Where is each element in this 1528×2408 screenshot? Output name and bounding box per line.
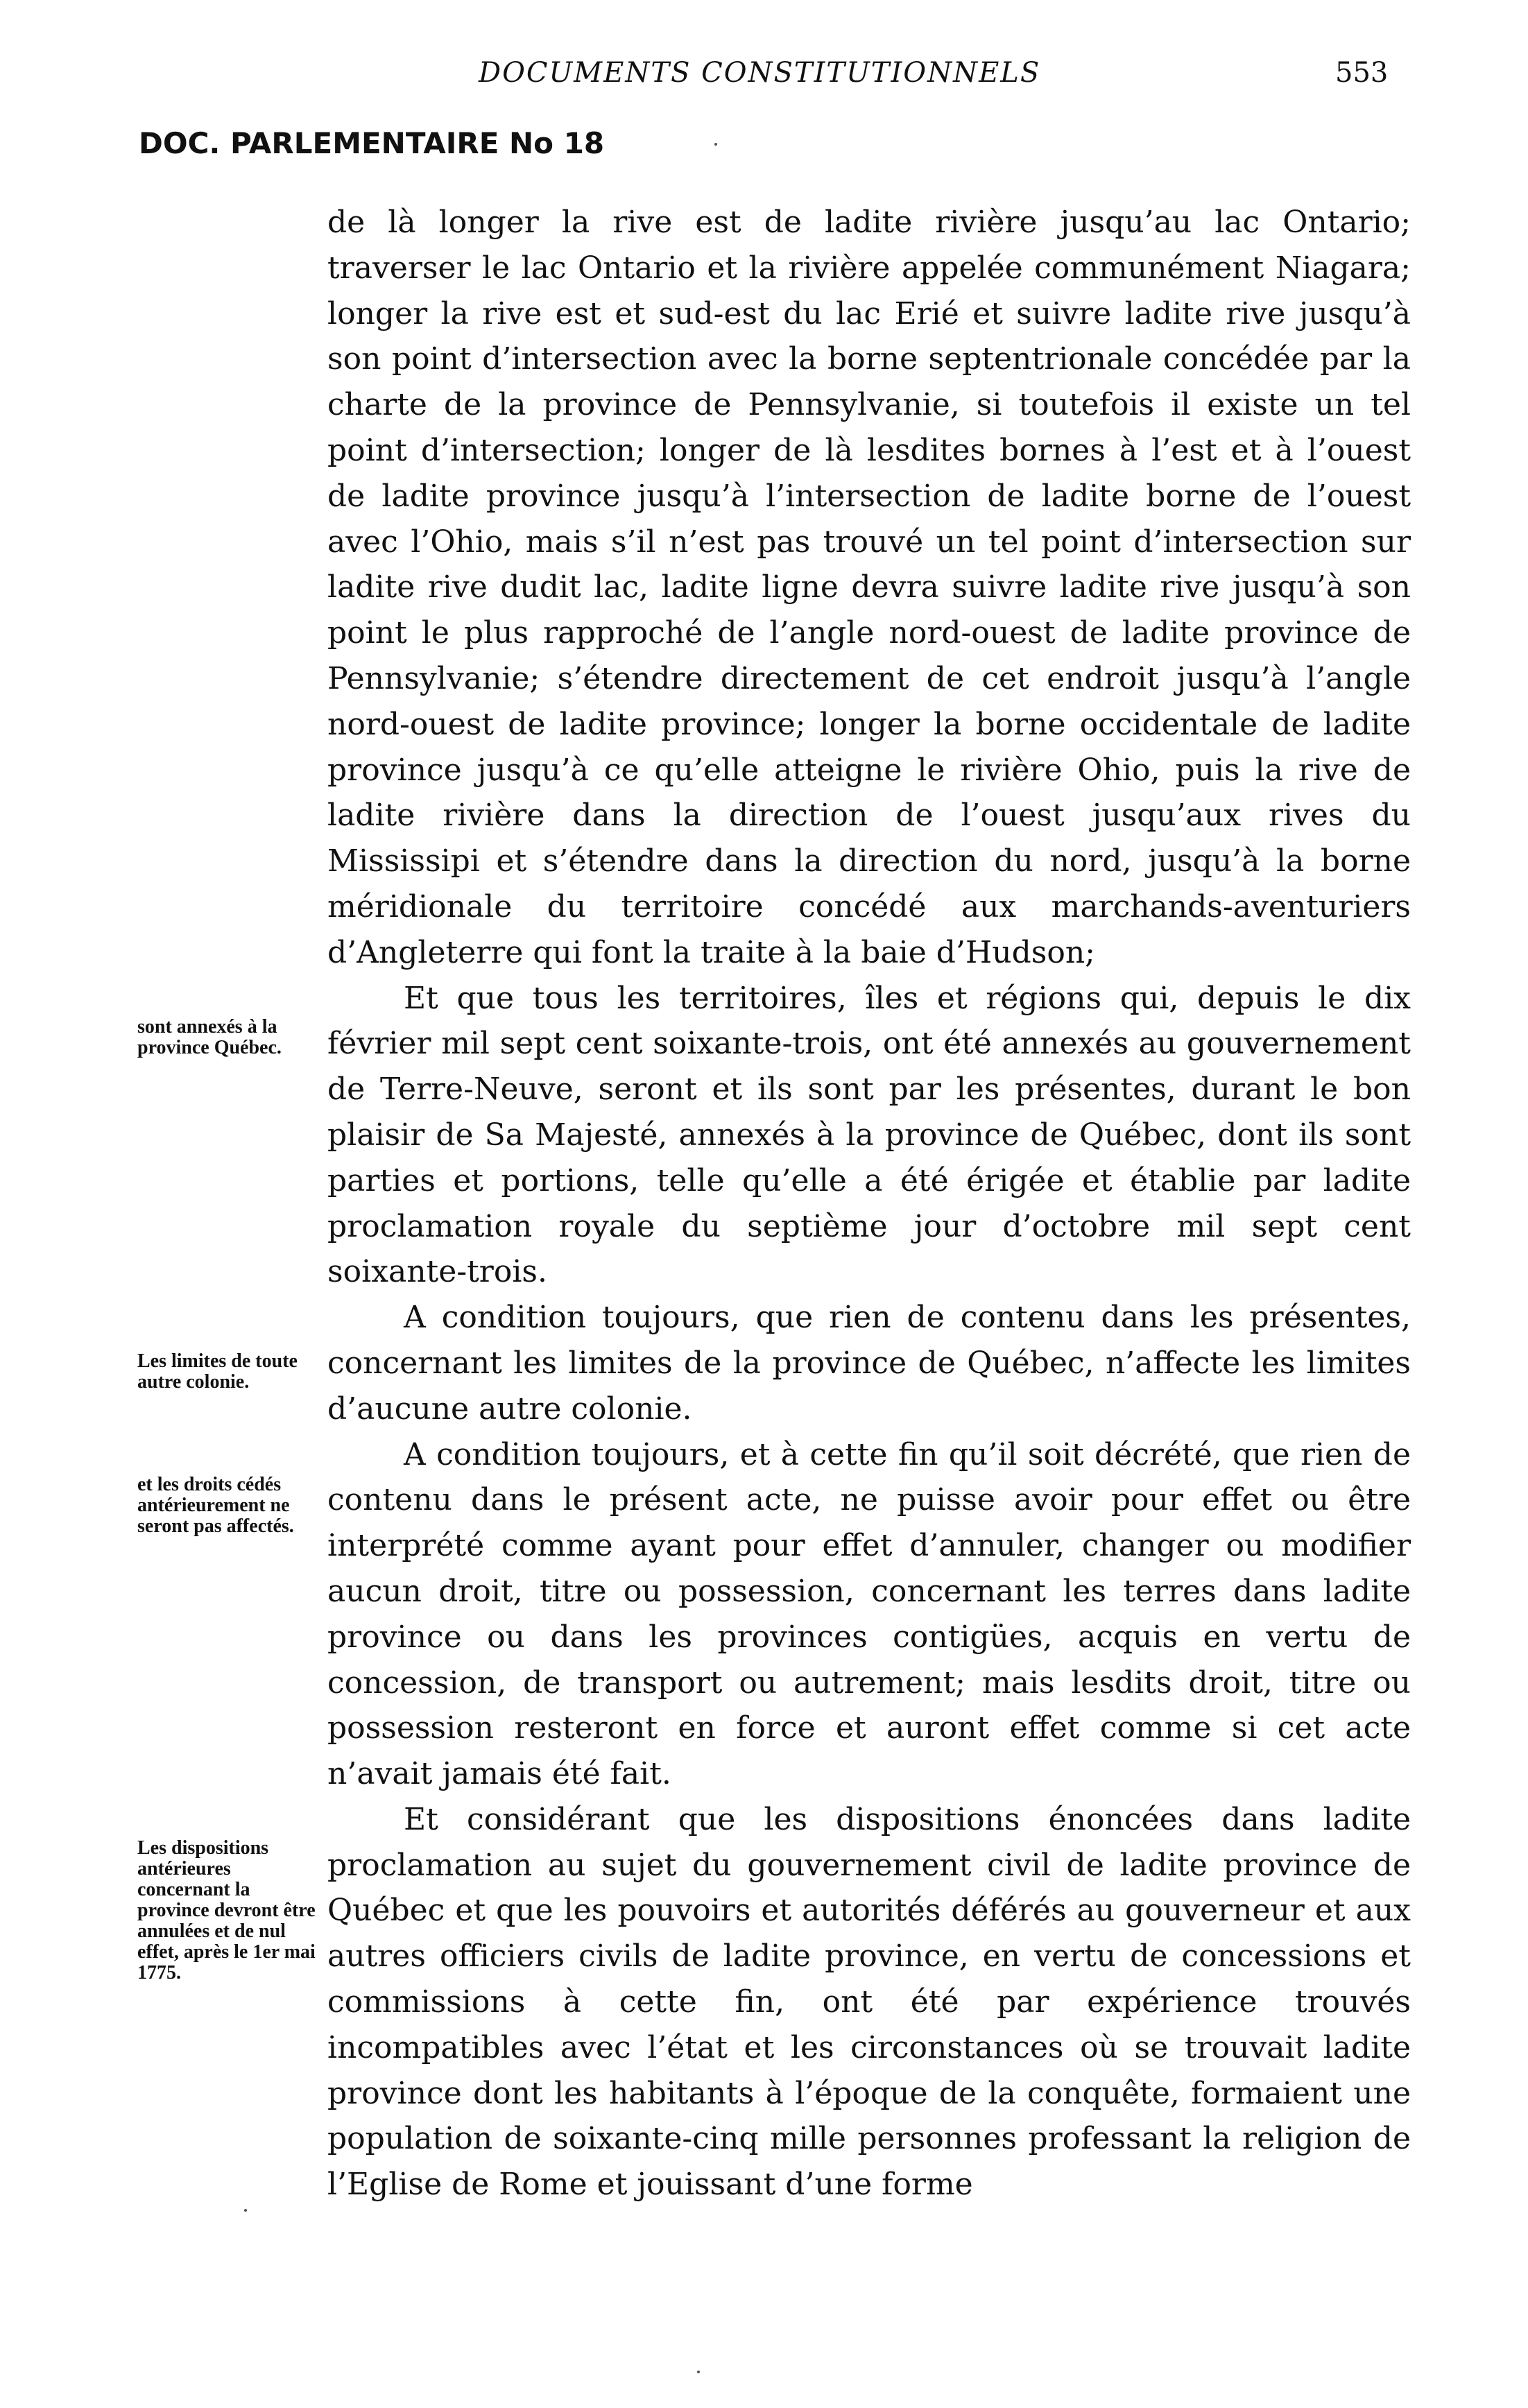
paragraph-5: Et considérant que les dispositions énoncées dans ladite proclamation au sujet du gouvernement civil de ladite province de Québec et que les pouvoirs et autorités déférés au gouverneur et aux autres officiers civils de ladite province, en vertu de concessions et commissions à cette fin, ont été par expérience trouvés incompatibles avec l’état et les circonstances où se trouvait ladite province dont les habitants à l’époque de la conquête, formaient une population de soixante-cinq mille personnes professant la religion de l’Eglise de Rome et jouissant d’une forme <box>327 1801 1411 2203</box>
side-note-annexes: sont annexés à la province Québec. <box>137 1016 282 1058</box>
paragraph-2: Et que tous les territoires, îles et régions qui, depuis le dix février mil sept cent soixante-trois, ont été annexés au gouvernement de Terre-Neuve, seront et ils sont par les présentes, durant le bon plaisir de Sa Majesté, annexés à la province de Québec, dont ils sont parties et portions, telle qu’elle a été érigée et établie par ladite proclamation royale du septième jour d’octobre mil sept cent soixante-trois. <box>327 980 1411 1290</box>
scan-speck <box>244 2209 247 2212</box>
paragraph-3: A condition toujours, que rien de contenu dans les présentes, concernant les limites de la province de Québec, n’affecte les limites d’aucune autre colonie. <box>327 1300 1411 1427</box>
paragraph-1: de là longer la rive est de ladite rivière jusqu’au lac Ontario; traverser le lac Ontario et la rivière appelée communément Niagara; longer la rive est et sud-est du lac Erié et suivre ladite rive jusqu’à son point d’intersection avec la borne septentrionale concédée par la charte de la province de Pennsylvanie, si toutefois il existe un tel point d’intersection; longer de là lesdites bornes à l’est et à l’ouest de ladite province jusqu’à l’intersection de ladite borne de l’ouest avec l’Ohio, mais s’il n’est pas trouvé un tel point d’intersection sur ladite rive dudit lac, ladite ligne devra suivre ladite rive jusqu’à son point le plus rapproché de l’angle nord-ouest de ladite province de Pennsylvanie; s’étendre directement de cet endroit jusqu’à l’angle nord-ouest de ladite province; longer la borne occidentale de ladite province jusqu’à ce qu’elle atteigne le rivière Ohio, puis la rive de ladite rivière dans la direction de l’ouest jusqu’aux rives du Mississipi et s’étendre dans la direction du nord, jusqu’à la borne méridionale du territoire concédé aux marchands-aventuriers d’Angleterre qui font la traite à la baie d’Hudson; <box>327 205 1411 970</box>
side-note-limites: Les limites de toute autre colonie. <box>137 1350 298 1393</box>
scan-speck <box>714 143 717 146</box>
running-title: DOCUMENTS CONSTITUTIONNELS <box>479 57 1041 89</box>
side-note-droits: et les droits cédés antérieurement ne seront pas affectés. <box>137 1474 294 1537</box>
side-note-dispositions: Les dispositions antérieures concernant la province devront être annulées et de nul effet, après le 1er mai 1775. <box>137 1837 316 1984</box>
document-label: DOC. PARLEMENTAIRE No 18 <box>139 126 605 160</box>
scan-speck <box>697 2371 700 2373</box>
paragraph-4: A condition toujours, et à cette fin qu’il soit décrété, que rien de contenu dans le présent acte, ne puisse avoir pour effet ou être interprété comme ayant pour effet d’annuler, changer ou modifier aucun droit, titre ou possession, concernant les terres dans ladite province ou dans les provinces contigües, acquis en vertu de concession, de transport ou autrement; mais lesdits droit, titre ou possession resteront en force et auront effet comme si cet acte n’avait jamais été fait. <box>327 1436 1411 1792</box>
body-text <box>327 200 1411 2208</box>
page-number: 553 <box>1335 57 1389 89</box>
